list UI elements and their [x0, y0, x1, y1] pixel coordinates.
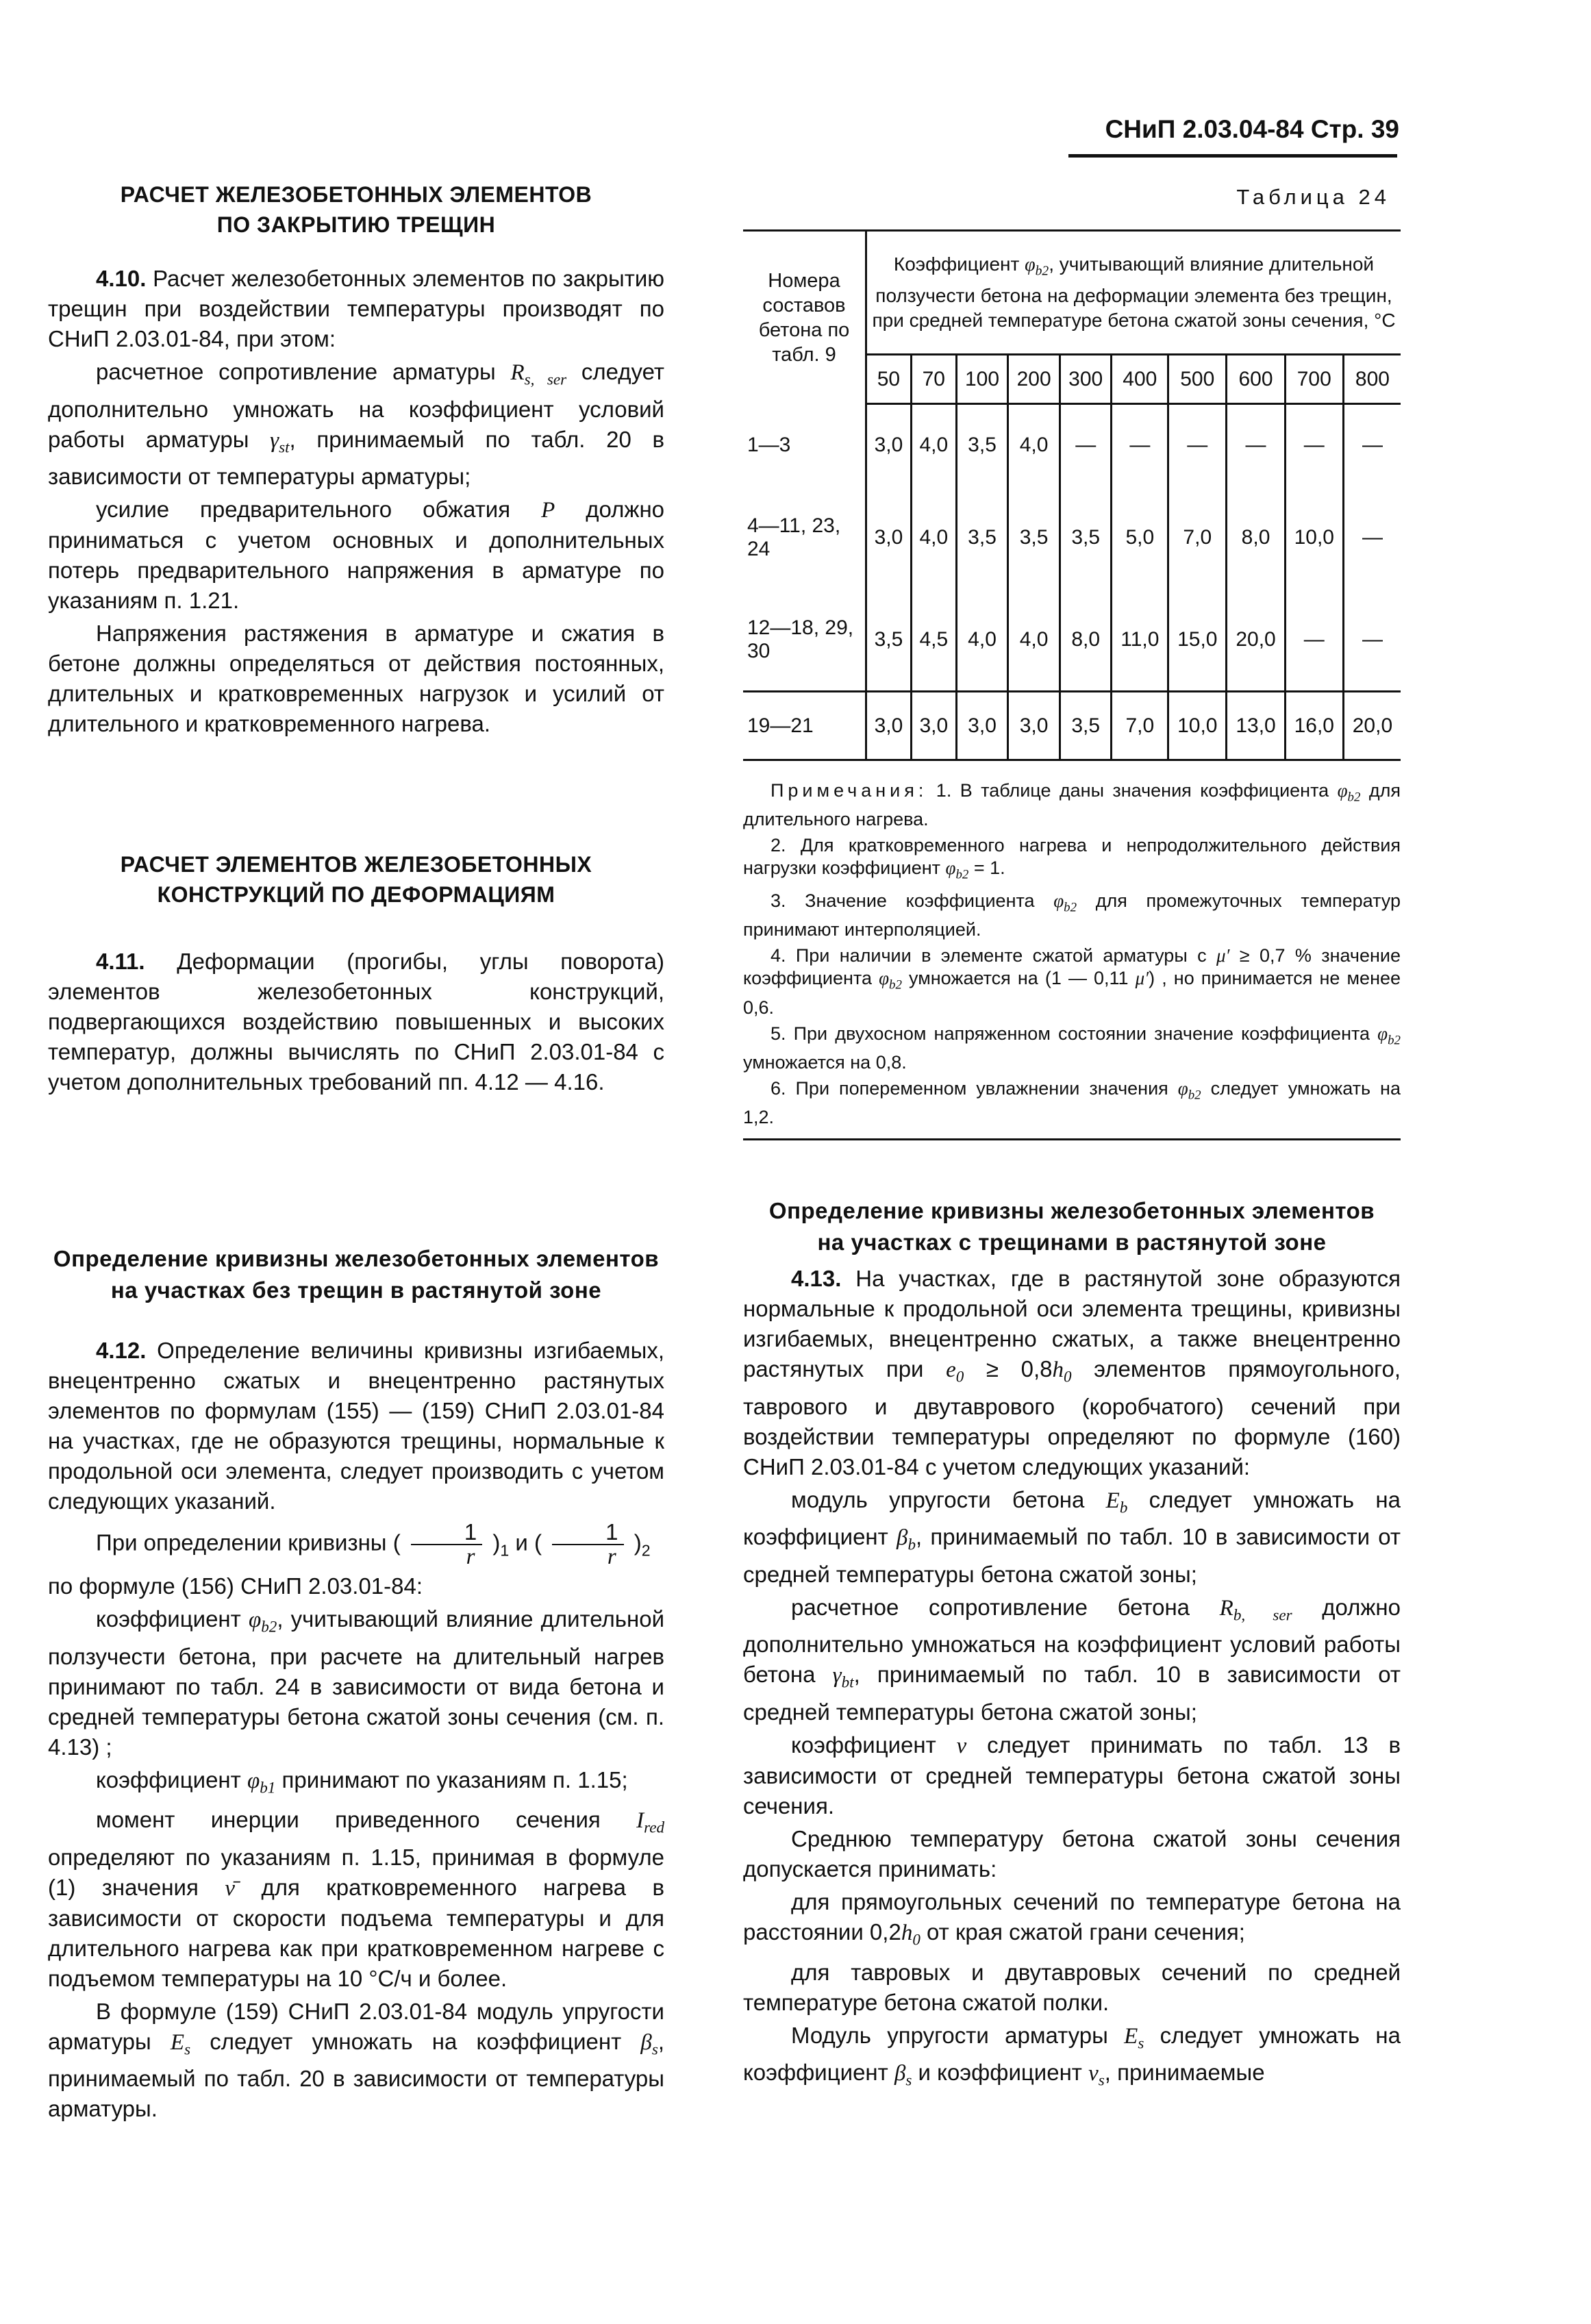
table-cell: 10,0 [1285, 486, 1343, 589]
table-cell: 4,0 [956, 589, 1008, 692]
table-cell: 16,0 [1285, 692, 1343, 760]
table-cell: 11,0 [1112, 589, 1168, 692]
symbol-phi: $\varphi_{b2}$ [879, 968, 902, 992]
section-heading-deformations [48, 849, 664, 910]
text: для прямоугольных сечений по температуре бетона на расстоянии 0,2 [743, 1888, 1401, 1945]
page-header: СНиП 2.03.04-84 Стр. 39 [1105, 115, 1399, 143]
symbol-R: $R_{b, ser}$ [1219, 1595, 1292, 1624]
text: , принимаемый по табл. 20 в зависимости от температуры арматуры; [48, 426, 664, 490]
table-24 [743, 229, 1401, 761]
symbol-phi: $\varphi_{b2}$ [1337, 780, 1361, 805]
text: Напряжения растяжения в арматуре и сжатия в бетоне должны определяться от действия постоянных, длительных и кратковременных нагрузок и усилий от длительного и кратковременного нагрева. [48, 621, 664, 737]
symbol-P: P [541, 498, 555, 523]
text: момент инерции приведенного сечения [96, 1807, 601, 1833]
symbol-phi: $\varphi_{b2}$ [1025, 253, 1049, 279]
clause-text: Расчет железобетонных элементов по закрытию трещин при воздействии температуры производят по СНиП 2.03.01-84, при этом: [48, 266, 664, 351]
text: В формуле (159) СНиП 2.03.01-84 модуль упругости арматуры [48, 1998, 664, 2054]
section-heading-cracks [48, 179, 664, 240]
table-cell: 13,0 [1227, 692, 1285, 760]
table-cell: 3,0 [911, 692, 956, 760]
table-cell: — [1168, 404, 1227, 486]
text: для тавровых и двутавровых сечений по средней температуре бетона сжатой полки. [743, 1959, 1401, 2015]
table-cell: 20,0 [1227, 589, 1285, 692]
table-cell: — [1362, 627, 1383, 651]
symbol-phi: $\varphi_{b2}$ [945, 858, 969, 882]
note-1: 1. В таблице даны значения коэффициента [936, 780, 1329, 801]
table-header-temp: 800 [1343, 355, 1401, 404]
clause-number: 4.11. [96, 949, 145, 974]
section-heading-curvature-no-cracks [48, 1243, 664, 1306]
text: следует умножать на коэффициент [743, 1486, 1401, 1550]
text: следует умножать на 1,2. [743, 1077, 1401, 1128]
paragraph-4-10 [48, 264, 664, 742]
text: расчетное сопротивление бетона [791, 1594, 1190, 1620]
text: и коэффициент [918, 2060, 1082, 2086]
table-cell: 3,5 [956, 404, 1008, 486]
table-header-temp: 700 [1285, 355, 1343, 404]
table-row-label: 4—11, 23, 24 [743, 486, 866, 589]
notes-label: Примечания: [771, 780, 928, 801]
table-header-temp: 600 [1227, 355, 1285, 404]
clause-text: На участках, где в растянутой зоне образуются нормальные к продольной оси элемента трещины, кривизны изгибаемых, внецентренно сжатых, а также внецентренно растянутых при [743, 1266, 1401, 1382]
table-cell: 3,0 [866, 692, 912, 760]
symbol-phi: $\varphi_{b2}$ [248, 1608, 277, 1636]
table-cell: 3,5 [866, 589, 912, 692]
note-3: 3. Значение коэффициента [771, 890, 1035, 911]
symbol-phi: $\varphi_{b2}$ [1377, 1023, 1401, 1047]
table-cell: 3,0 [866, 486, 912, 589]
table-caption: Таблица 24 [1236, 185, 1390, 209]
table-cell: 4,0 [1008, 404, 1060, 486]
table-header-temp: 300 [1060, 355, 1112, 404]
clause-text: Деформации (прогибы, углы поворота) элементов железобетонных конструкций, подвергающихся воздействию повышенных и высоких температур, должны вычислять по СНиП 2.03.01-84 с учетом дополнительных требований пп. 4.12 — 4.16. [48, 949, 664, 1095]
table-cell: 3,5 [1008, 486, 1060, 589]
text: должно приниматься с учетом основных и дополнительных потерь предварительного напряжения в арматуре по указаниям п. 1.21. [48, 497, 665, 614]
heading-line: КОНСТРУКЦИЙ ПО ДЕФОРМАЦИЯМ [157, 882, 555, 907]
text: расчетное сопротивление арматуры [96, 359, 496, 384]
symbol-nu: ν [956, 1733, 967, 1758]
table-row-label: 1—3 [743, 404, 866, 486]
table-cell: 3,0 [866, 404, 912, 486]
text: усилие предварительного обжатия [96, 497, 511, 523]
text: , учитывающий влияние длительной ползучести бетона, при расчете на длительный нагрев принимают по табл. 24 в зависимости от вида бетона и средней температуры бетона сжатой зоны сечения (см. п. 4.13) ; [48, 1606, 664, 1760]
note-5: 5. При двухосном напряженном состоянии значение коэффициента [771, 1023, 1370, 1044]
text: , принимаемый по табл. 10 в зависимости от средней температуры бетона сжатой зоны; [743, 1662, 1401, 1725]
table-row-label: 19—21 [743, 692, 866, 760]
note-2: 2. Для кратковременного нагрева и непродолжительного действия нагрузки коэффициент [743, 835, 1401, 879]
symbol-beta: $\beta_s$ [640, 2029, 658, 2058]
symbol-phi: $\varphi_{b1}$ [247, 1768, 276, 1797]
symbol-mu: μ′ [1216, 945, 1230, 966]
text: ≥ 0,8 [986, 1356, 1053, 1382]
table-header-temp: 200 [1008, 355, 1060, 404]
table-row [743, 404, 1401, 486]
symbol-Es: $E_s$ [1124, 2023, 1144, 2052]
table-row [743, 486, 1401, 589]
text: элементов прямоугольного, таврового и двутаврового (коробчатого) сечений при воздействии температуры определяют по формуле (160) СНиП 2.03.01-84 с учетом следующих указаний: [743, 1356, 1401, 1479]
table-cell: 3,5 [1060, 486, 1112, 589]
symbol-phi: $\varphi_{b2}$ [1177, 1077, 1201, 1103]
table-cell: 3,0 [1008, 692, 1060, 760]
fraction-1-over-r: $\frac{1}{r}$ [411, 1521, 482, 1569]
table-header-temp: 50 [866, 355, 912, 404]
symbol-nu: ν̄ [225, 1875, 235, 1901]
note-4: 4. При наличии в элементе сжатой арматуры с [771, 945, 1207, 966]
table-row [743, 589, 1401, 692]
header-rule [1068, 154, 1397, 158]
table-cell: 3,5 [1060, 692, 1112, 760]
table-cell: 5,0 [1112, 486, 1168, 589]
text: Модуль упругости арматуры [791, 2022, 1108, 2048]
table-notes [743, 779, 1401, 1132]
table-cell: 7,0 [1112, 692, 1168, 760]
heading-line: на участках без трещин в растянутой зоне [110, 1277, 602, 1303]
text: модуль упругости бетона [791, 1486, 1085, 1512]
text: и [515, 1529, 528, 1555]
text: коэффициент [791, 1732, 936, 1758]
text: ≥ 0,7 % значение коэффициента [743, 945, 1401, 989]
table-header-composition: Номера составов бетона по табл. 9 [743, 231, 866, 404]
symbol-I: $I_{red}$ [636, 1808, 665, 1836]
text: для промежуточных температур принимают интерполяцией. [743, 890, 1401, 940]
heading-line: Определение кривизны железобетонных элементов [53, 1246, 660, 1271]
table-header-coefficient: Коэффициент $\varphi_{b2}$, учитывающий влияние длительной ползучести бетона на деформации элемента без трещин, при средней температуре бетона сжатой зоны сечения, °С [866, 231, 1401, 355]
table-cell: — [1060, 404, 1112, 486]
table-header-temp: 100 [956, 355, 1008, 404]
notes-rule [743, 1138, 1401, 1140]
fraction-1-over-r: $\frac{1}{r}$ [552, 1521, 623, 1569]
table-cell: — [1227, 404, 1285, 486]
symbol-beta: $\beta_b$ [897, 1525, 916, 1553]
text: , принимаемый по табл. 20 в зависимости от температуры арматуры. [48, 2028, 665, 2122]
table-row [743, 692, 1401, 760]
text: умножается на (1 — 0,11 [909, 968, 1129, 989]
text: следует дополнительно умножать на коэффициент условий работы арматуры [48, 359, 665, 452]
text: по формуле (156) СНиП 2.03.01-84: [48, 1573, 423, 1599]
clause-number: 4.12. [96, 1338, 147, 1363]
text: следует умножать на коэффициент [743, 2022, 1401, 2086]
text: При определении кривизны [96, 1529, 387, 1555]
text: для кратковременного нагрева в зависимости от скорости подъема температуры и для длительного нагрева как при кратковременном нагреве с подъемом температуры на 10 °С/ч и более. [48, 1874, 665, 1991]
symbol-R: $R_{s, ser}$ [510, 360, 567, 388]
table-cell: 4,0 [911, 404, 956, 486]
table-header-temp: 500 [1168, 355, 1227, 404]
table-header-temp: 400 [1112, 355, 1168, 404]
heading-line: на участках с трещинами в растянутой зоне [817, 1229, 1327, 1255]
clause-text: Определение величины кривизны изгибаемых, внецентренно сжатых и внецентренно растянутых элементов по формулам (155) — (159) СНиП 2.03.01-84 на участках, где не образуются трещины, нормальные к продольной оси элемента, следует производить с учетом следующих указаний. [48, 1338, 664, 1514]
clause-number: 4.13. [791, 1266, 842, 1291]
table-cell: 8,0 [1227, 486, 1285, 589]
table-cell: 4,0 [911, 486, 956, 589]
text: определяют по указаниям п. 1.15, принимая в формуле (1) значения [48, 1844, 664, 1900]
table-cell: — [1362, 434, 1383, 457]
table-header-temp: 70 [911, 355, 956, 404]
text: коэффициент [96, 1766, 241, 1792]
text: , принимаемый по табл. 10 в зависимости от средней температуры бетона сжатой зоны; [743, 1524, 1401, 1587]
text: коэффициент [96, 1606, 241, 1632]
table-cell: — [1362, 525, 1383, 549]
table-cell: 3,5 [956, 486, 1008, 589]
heading-line: РАСЧЕТ ЖЕЛЕЗОБЕТОННЫХ ЭЛЕМЕНТОВ [120, 182, 592, 207]
text: умножается на 0,8. [743, 1051, 907, 1073]
paragraph-4-13 [743, 1264, 1401, 2098]
symbol-E: $E_s$ [170, 2029, 191, 2058]
text: следует принимать по табл. 13 в зависимости от средней температуры бетона сжатой зоны сечения. [743, 1732, 1401, 1819]
symbol-phi: $\varphi_{b2}$ [1053, 890, 1077, 915]
paragraph-4-11 [48, 947, 664, 1100]
table-cell: 4,5 [911, 589, 956, 692]
table-cell: 4,0 [1008, 589, 1060, 692]
symbol-gamma: $\gamma_{bt}$ [832, 1663, 854, 1691]
text: следует умножать на коэффициент [210, 2028, 622, 2054]
note-6: 6. При попеременном увлажнении значения [771, 1077, 1168, 1099]
table-cell: — [1285, 404, 1343, 486]
paragraph-4-12: 4.12. Определение величины кривизны изгибаемых, внецентренно сжатых и внецентренно растянутых элементов по формулам (155) — (159) СНиП 2.03.01-84 на участках, где не образуются трещины, нормальные к продольной оси элемента, следует производить с учетом следующих указаний. При определении кривизны ( $\frac{1}{r}$ )$_1$ и ( $\frac{1}{r}$ )$_2$ по формуле (156) СНиП 2.03.01-84: коэффициент $\varphi_{b2}$, учитывающий влияние длительной ползучести бетона, при расчете на длительный нагрев принимают по табл. 24 в зависимости от вида бетона и средней температуры бетона сжатой зоны сечения (см. п. 4.13) ; коэффициент $\varphi_{b1}$ принимают по указаниям п. 1.15; момент инерции приведенного сечения $I_{red}$ определяют по указаниям п. 1.15, принимая в формуле (1) значения ν̄ для кратковременного нагрева в зависимости от скорости подъема температуры и для длительного нагрева как при кратковременном нагреве с подъемом температуры на 10 °С/ч и более. В формуле (159) СНиП 2.03.01-84 модуль упругости арматуры $E_s$ следует умножать на коэффициент $\beta_s$, принимаемый по табл. 20 в зависимости от температуры арматуры. [48, 1338, 665, 2122]
text: ) , но принимается не менее 0,6. [743, 968, 1401, 1018]
text: для длительного нагрева. [743, 780, 1401, 830]
text: принимают по указаниям п. 1.15; [281, 1766, 628, 1792]
symbol-beta: $\beta_s$ [894, 2061, 912, 2089]
symbol-Eb: $E_b$ [1105, 1488, 1128, 1516]
symbol-e0: $e_0$ [946, 1358, 964, 1386]
symbol-nu: $\nu_s$ [1088, 2061, 1105, 2089]
symbol-h0: $h_0$ [901, 1920, 920, 1949]
table-cell: 3,0 [956, 692, 1008, 760]
text: , принимаемые [1104, 2060, 1265, 2086]
text: должно дополнительно умножаться на коэффициент условий работы бетона [743, 1594, 1401, 1688]
text: = 1. [973, 858, 1005, 879]
table-cell: 8,0 [1060, 589, 1112, 692]
table-row-label: 12—18, 29, 30 [743, 589, 866, 692]
table-cell: 10,0 [1168, 692, 1227, 760]
table-cell: 20,0 [1343, 692, 1401, 760]
table-cell: — [1285, 589, 1343, 692]
heading-line: РАСЧЕТ ЭЛЕМЕНТОВ ЖЕЛЕЗОБЕТОННЫХ [120, 852, 592, 877]
symbol-h0: $h_0$ [1052, 1358, 1072, 1386]
table-cell: 15,0 [1168, 589, 1227, 692]
symbol-mu: μ′ [1135, 968, 1149, 989]
text: от края сжатой грани сечения; [927, 1919, 1245, 1945]
clause-number: 4.10. [96, 266, 147, 291]
symbol-gamma: $\gamma_{st}$ [270, 427, 290, 456]
heading-line: ПО ЗАКРЫТИЮ ТРЕЩИН [216, 212, 496, 237]
text: Среднюю температуру бетона сжатой зоны сечения допускается принимать: [743, 1825, 1401, 1882]
section-heading-curvature-cracks [743, 1195, 1401, 1258]
heading-line: Определение кривизны железобетонных элементов [768, 1198, 1375, 1223]
table-cell: — [1112, 404, 1168, 486]
table-cell: 7,0 [1168, 486, 1227, 589]
